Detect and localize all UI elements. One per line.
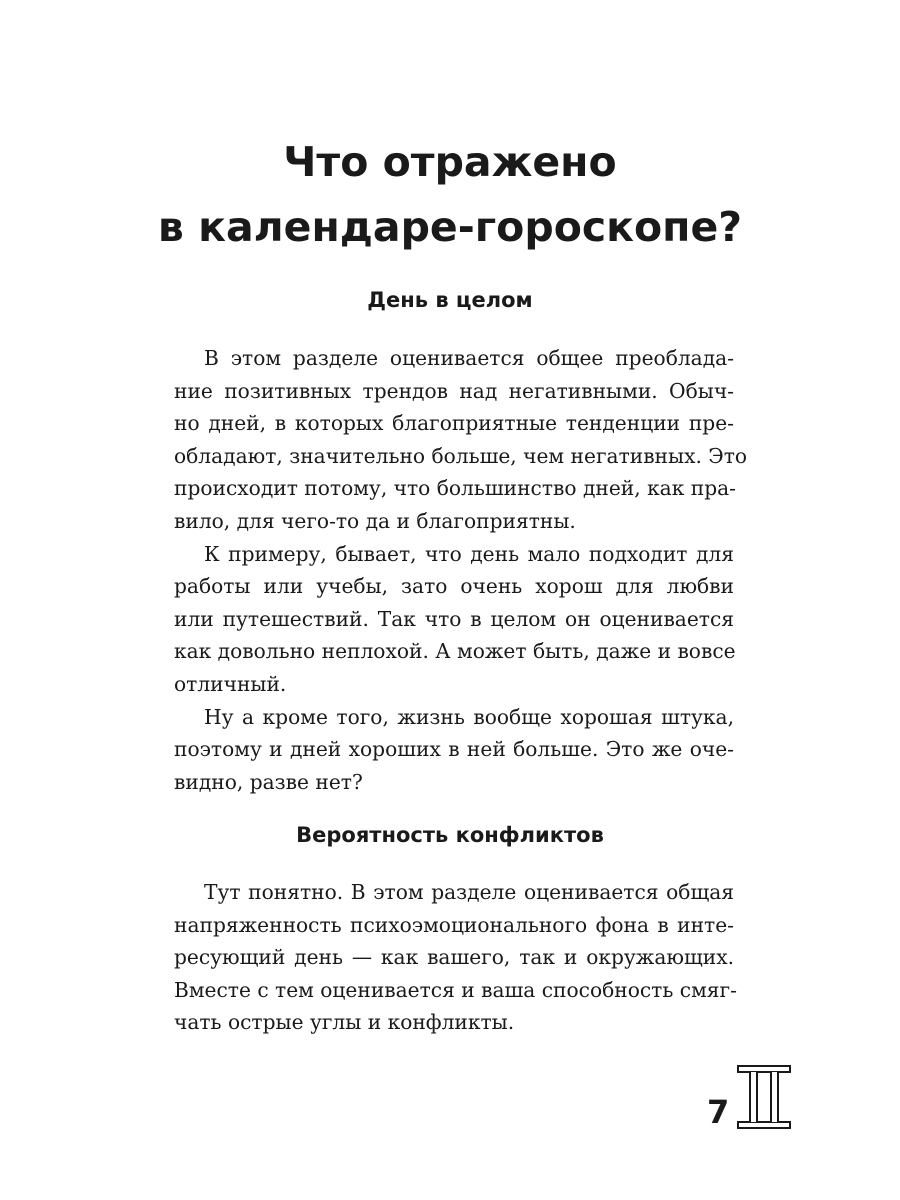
text-line: напряженность психоэмоционального фона в инте-: [174, 912, 734, 937]
text-line: отличный.: [174, 671, 287, 696]
text-line: видно, разве нет?: [174, 769, 363, 794]
text-line: ние позитивных трендов над негативными. Обыч-: [174, 378, 734, 403]
text-line: вило, для чего-то да и благоприятны.: [174, 508, 576, 533]
text-line: ресующий день — как вашего, так и окружающих.: [174, 945, 734, 970]
text-line: чать острые углы и конфликты.: [174, 1010, 515, 1035]
section-body-conflict-probability: [174, 876, 737, 1039]
text-line: Вместе с тем оценивается и ваша способность смяг-: [174, 977, 737, 1002]
text-line: Ну а кроме того, жизнь вообще хорошая штука,: [204, 704, 734, 729]
text-line: В этом разделе оценивается общее преоблада-: [204, 346, 734, 370]
text-line: происходит потому, что большинство дней, как пра-: [174, 476, 736, 501]
section-heading-day-overall: День в целом: [367, 288, 533, 312]
page-number: 7: [707, 1093, 730, 1131]
page-title-line-1: Что отражено: [283, 138, 617, 186]
text-line: или путешествий. Так что в целом он оценивается: [174, 606, 734, 631]
text-line: как довольно неплохой. А может быть, даже и вовсе: [174, 639, 736, 664]
text-line: работы или учебы, зато очень хорош для любви: [174, 574, 734, 599]
text-line: поэтому и дней хороших в ней больше. Это же оче-: [174, 737, 734, 762]
gemini-icon: [735, 1062, 793, 1132]
text-line: обладают, значительно больше, чем негативных. Это: [174, 443, 748, 468]
text-line: Тут понятно. В этом разделе оценивается общая: [204, 880, 734, 904]
section-body-day-overall: [174, 342, 748, 798]
text-line: но дней, в которых благоприятные тенденции пре-: [174, 411, 734, 436]
text-line: К примеру, бывает, что день мало подходит для: [204, 541, 734, 566]
section-heading-conflict-probability: Вероятность конфликтов: [296, 823, 604, 847]
page-title-line-2: в календаре-гороскопе?: [157, 203, 743, 251]
